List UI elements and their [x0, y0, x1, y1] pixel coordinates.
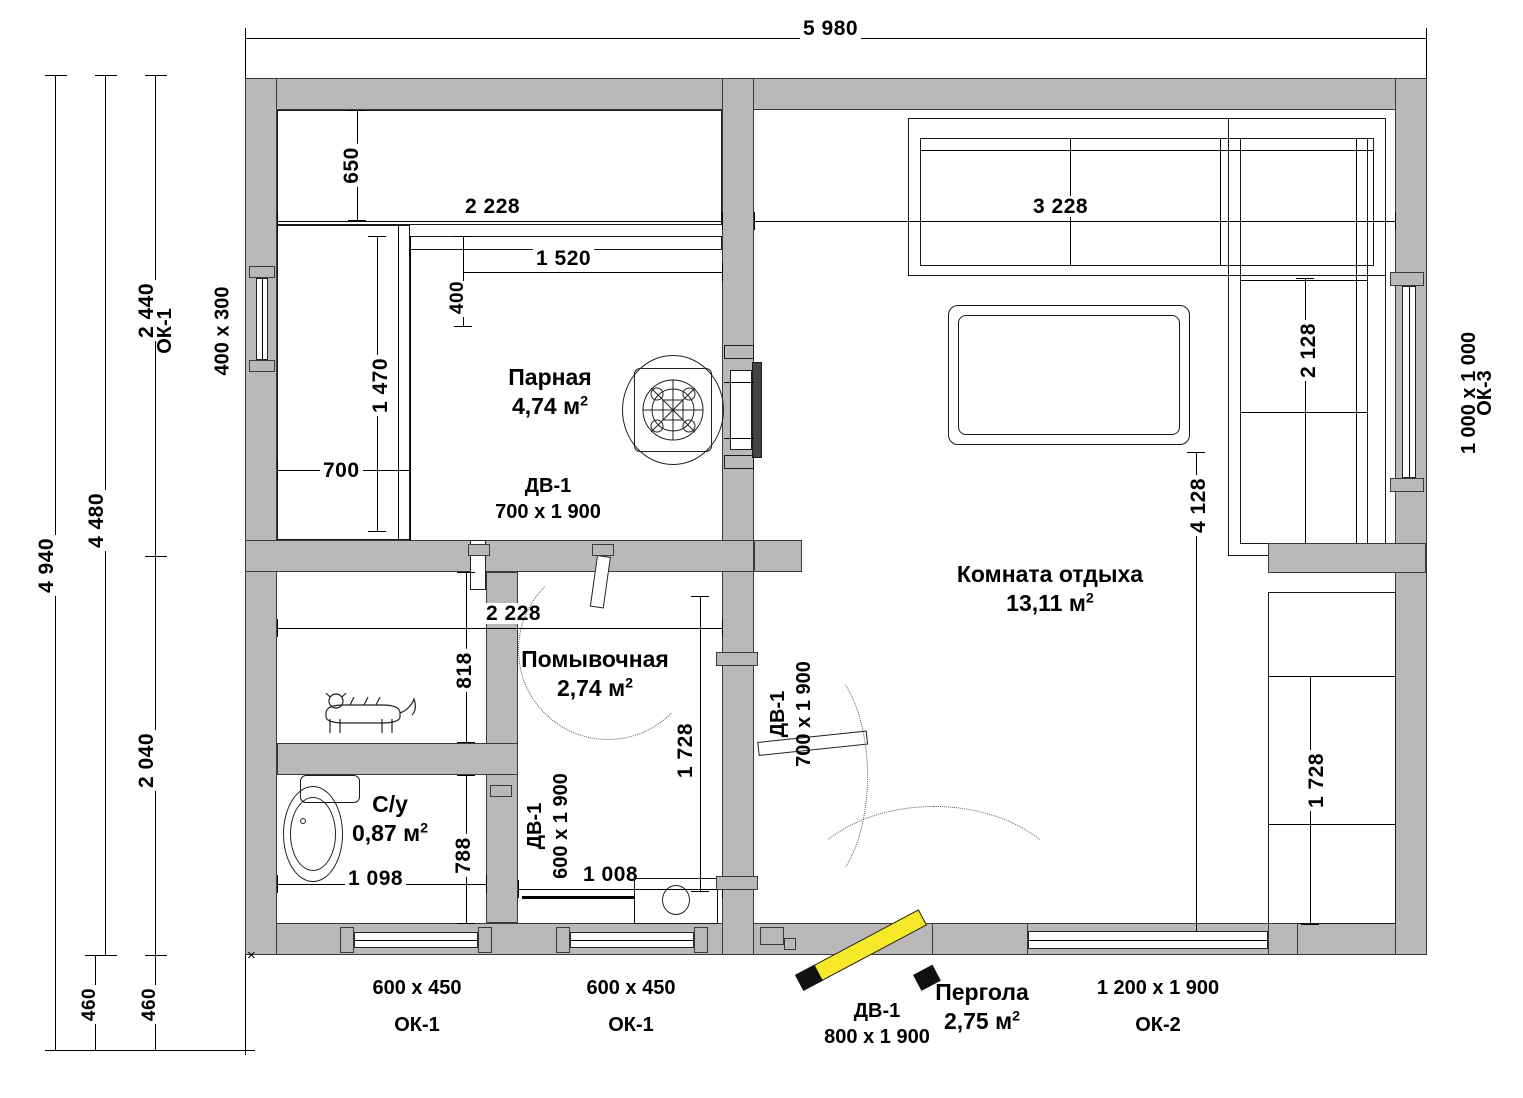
door-dv1-komnata-jamb-top — [716, 652, 758, 666]
window-ok1-b1-jamb-left — [340, 927, 354, 953]
window-ok1-left-label: ОК-1 — [153, 308, 176, 354]
dim-788-tick-top — [457, 775, 475, 776]
room-area-pergola: 2,75 $м^2$ — [943, 1007, 1021, 1034]
wall-bottom-jamb-extra — [760, 927, 784, 945]
dim-left-2440: 2 440 — [136, 280, 157, 341]
sofa-right-backline — [1356, 138, 1357, 544]
dim-818-tick-bot — [457, 742, 475, 743]
dim-left-460-b: 460 — [140, 985, 159, 1024]
window-ok3-mullion — [1409, 286, 1410, 478]
dim-pomyv-1728: 1 728 — [675, 720, 696, 781]
dim-400-tick-bot — [454, 326, 472, 327]
stove-duct-line-bot — [724, 438, 754, 439]
door-su-jamb — [490, 785, 512, 797]
wall-bottom-jamb-extra2 — [784, 938, 796, 950]
dim-700-tick-l — [277, 461, 278, 479]
dim-left-inner: 4 480 — [86, 490, 107, 551]
dim-left-460b-tick-top — [145, 955, 167, 956]
window-ok3-jamb-bot — [1390, 478, 1424, 492]
room-label-pergola — [912, 978, 1052, 1036]
room-area-komnata: 13,11 $м^2$ — [1006, 589, 1094, 616]
dim-left-total: 4 940 — [36, 535, 57, 596]
window-ok1-b2-size: 600 х 450 — [586, 977, 676, 999]
sofa-right-div1 — [1240, 280, 1368, 281]
room-area-pomyvochnaya: 2,74 $м^2$ — [556, 674, 634, 701]
window-ok1-b2-mullion — [570, 940, 694, 941]
pomyv-sink-bowl — [662, 885, 690, 915]
dim-1008-tick-l — [518, 880, 519, 898]
dim-1098-tick-r — [486, 875, 487, 893]
room-label-komnata — [905, 560, 1195, 618]
stove-shield — [724, 345, 754, 359]
stove-firebox-door — [752, 362, 762, 458]
window-ok1-b1-mullion — [354, 940, 478, 941]
dim-1098-tick-l — [277, 875, 278, 893]
dim-pomyv-2228: 2 228 — [483, 603, 544, 624]
wall-interior-horizontal-parnaya — [245, 540, 754, 572]
window-ok1-left-size: 400 х 300 — [211, 286, 234, 376]
door-dv1-komnata-size: 700 х 1 900 — [793, 661, 815, 767]
door-dv1-pomyv-jamb — [592, 544, 614, 556]
wall-right — [1395, 78, 1427, 955]
parnaya-bench-edge2 — [398, 225, 399, 541]
dim-400-tick-top — [454, 236, 472, 237]
window-ok2-size: 1 200 х 1 900 — [1096, 977, 1220, 999]
dim-left-chain-line — [155, 75, 156, 955]
dog-icon — [320, 693, 420, 741]
dim-1728-pomyv-tick-top — [691, 596, 709, 597]
room-area-su: 0,87 $м^2$ — [351, 819, 429, 846]
dim-1470-tick-bot — [368, 531, 386, 532]
room-name-parnaya: Парная — [508, 364, 592, 390]
window-ok1-b1-jamb-right — [478, 927, 492, 953]
door-dv1-parnaya-label-text: ДВ-1 — [524, 475, 572, 497]
door-dv1-pomyv-label — [522, 756, 574, 896]
dim-1470-tick-top — [368, 236, 386, 237]
sofa-top-div2 — [1220, 138, 1221, 266]
wall-stub-corridor — [754, 540, 802, 572]
dim-left-460a-tick-top — [85, 955, 107, 956]
dim-3228-tick-r — [1395, 212, 1396, 230]
dim-su-1098: 1 098 — [345, 868, 406, 889]
room-name-pomyvochnaya: Помывочная — [521, 646, 669, 672]
window-ok1-left-mullion — [262, 278, 263, 360]
su-toilet-tank — [300, 775, 360, 803]
dim-700-tick-r — [410, 461, 411, 479]
dim-left-chain-tick-mid — [145, 556, 167, 557]
room-name-su: С/у — [372, 791, 408, 817]
dim-pomyv-1008: 1 008 — [580, 864, 641, 885]
dim-2228-parnaya-tick-r — [722, 212, 723, 230]
dim-pomyv-818: 818 — [454, 649, 475, 692]
room-name-komnata: Комната отдыха — [956, 561, 1144, 587]
wall-interior-horizontal-su — [277, 743, 518, 775]
extline-bottom-vert — [245, 955, 246, 1055]
lounge-cabinet-div2 — [1268, 824, 1396, 825]
dim-parnaya-700: 700 — [320, 460, 363, 481]
dim-3228-tick-l — [754, 212, 755, 230]
dim-1520-line — [463, 272, 722, 273]
dim-788-tick-bot — [457, 923, 475, 924]
door-dv1-entrance-swing — [794, 806, 1074, 996]
dim-komnata-4128: 4 128 — [1188, 475, 1209, 536]
door-dv1-pomyv-size: 600 х 1 900 — [550, 773, 572, 879]
door-dv1-parnaya-size: 700 х 1 900 — [495, 501, 601, 523]
door-dv1-komnata-label — [765, 639, 817, 789]
dim-parnaya-650: 650 — [341, 144, 362, 187]
window-ok1-left-jamb-bot — [249, 360, 275, 372]
stove-duct-line-top — [724, 382, 754, 383]
door-dv1-entrance-label-text: ДВ-1 — [853, 1000, 901, 1022]
room-area-parnaya: 4,74 $м^2$ — [511, 392, 589, 419]
door-dv1-pomyv-swing — [518, 560, 698, 740]
dim-left-460-a: 460 — [80, 985, 99, 1024]
door-dv1-parnaya-label — [473, 473, 623, 525]
lounge-cabinet-div1 — [1268, 676, 1396, 677]
room-label-parnaya — [460, 363, 640, 421]
dim-top-total: 5 980 — [800, 18, 861, 39]
dim-2228-parnaya-line — [277, 221, 722, 222]
window-ok2-label: ОК-2 — [1135, 1014, 1181, 1036]
window-ok1-b2-jamb-left — [556, 927, 570, 953]
door-dv1-parnaya-jamb-left — [468, 544, 490, 556]
extline-bottom-a — [45, 1050, 255, 1051]
corner-cross-mark: × — [247, 947, 256, 964]
room-name-pergola: Пергола — [935, 979, 1029, 1005]
dim-818-tick-top — [457, 572, 475, 573]
dim-parnaya-400: 400 — [448, 278, 467, 317]
window-ok1-b2-label: ОК-1 — [608, 1014, 654, 1036]
window-ok3-size: 1 000 х 1 000 — [1458, 331, 1481, 455]
stove-stones-icon — [621, 354, 725, 466]
dim-komnata-3228: 3 228 — [1030, 196, 1091, 217]
dim-left-4480-tick-top — [95, 75, 117, 76]
dim-left-4940-tick-top — [45, 75, 67, 76]
wall-right-niche — [1268, 543, 1426, 573]
dim-parnaya-1470: 1 470 — [370, 355, 391, 416]
dim-su-788: 788 — [453, 834, 474, 877]
door-dv1-pomyv-label-text: ДВ-1 — [524, 802, 546, 850]
dim-650-tick-top — [348, 110, 366, 111]
lounge-table-inner — [958, 315, 1180, 435]
window-ok1-b1-label: ОК-1 — [394, 1014, 440, 1036]
dim-1728-pomyv-line — [700, 596, 701, 891]
dim-4128-tick-top — [1187, 452, 1205, 453]
lounge-cabinet — [1268, 592, 1396, 924]
dim-2128-line — [1305, 278, 1306, 548]
pomyv-shelf-line — [522, 896, 634, 899]
door-dv1-entrance-size: 800 х 1 900 — [824, 1026, 930, 1048]
dim-komnata-1728-right: 1 728 — [1306, 750, 1327, 811]
stove-shield-2 — [724, 455, 754, 469]
window-ok1-b1-size: 600 х 450 — [372, 977, 462, 999]
dim-1728-right-tick-bot — [1301, 924, 1319, 925]
dim-2228-parnaya-tick-l — [277, 212, 278, 230]
dim-left-2040: 2 040 — [136, 730, 157, 791]
su-toilet-detail — [300, 818, 306, 824]
window-ok1-left-jamb-top — [249, 266, 275, 278]
sofa-right-div2 — [1240, 412, 1368, 413]
window-ok3-jamb-top — [1390, 272, 1424, 286]
dim-3228-line — [754, 221, 1395, 222]
dim-1728-right-tick-top — [1301, 676, 1319, 677]
dim-1520-tick-l — [463, 263, 464, 281]
dim-parnaya-2228: 2 228 — [462, 196, 523, 217]
dim-left-chain-tick-top — [145, 75, 167, 76]
dim-1520-tick-r — [722, 263, 723, 281]
dim-parnaya-1520: 1 520 — [533, 248, 594, 269]
wall-interior-vertical-main — [722, 78, 754, 955]
wall-left — [245, 78, 277, 955]
window-ok1-b2-jamb-right — [694, 927, 708, 953]
window-ok3-label: ОК-3 — [1473, 370, 1496, 416]
dim-komnata-2128: 2 128 — [1298, 320, 1319, 381]
window-ok2-mullion — [1028, 940, 1268, 941]
door-dv1-komnata-label-text: ДВ-1 — [767, 690, 789, 738]
parnaya-bench-edge — [410, 236, 411, 541]
dim-2228-pomyv-tick-l — [277, 619, 278, 637]
dim-2228-pomyv-tick-r — [722, 619, 723, 637]
wall-top — [245, 78, 1427, 110]
window-ok2-jamb-right — [1268, 923, 1298, 955]
su-toilet-seat — [290, 797, 336, 871]
door-dv1-komnata-jamb-bot — [716, 876, 758, 890]
dim-2128-tick-top — [1296, 278, 1314, 279]
